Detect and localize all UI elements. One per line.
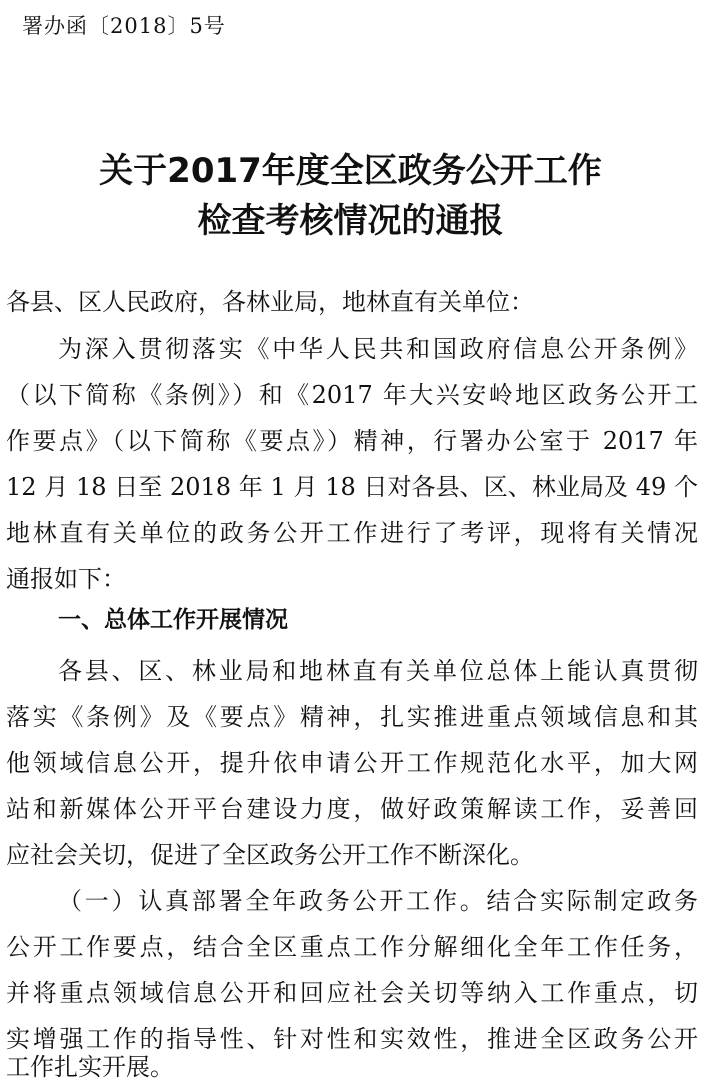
body-line: 站和新媒体公开平台建设力度，做好政策解读工作，妥善回 [6,795,698,823]
body-line: 为深入贯彻落实《中华人民共和国政府信息公开条例》 [58,335,698,363]
document-title-line-2: 检查考核情况的通报 [197,201,504,241]
body-line: 12 月 18 日至 2018 年 1 月 18 日对各县、区、林业局及 49 个 [6,473,698,501]
section-heading: 一、总体工作开展情况 [58,607,288,633]
salutation: 各县、区人民政府，各林业局，地林直有关单位： [6,288,534,316]
body-line: 作要点》（以下简称《要点》）精神，行署办公室于 2017 年 [6,427,698,455]
body-line: 实增强工作的指导性、针对性和实效性，推进全区政务公开 [6,1025,698,1053]
body-line: 他领域信息公开，提升依申请公开工作规范化水平，加大网 [6,749,698,777]
body-line: 通报如下： [6,565,126,593]
body-line: 公开工作要点，结合全区重点工作分解细化全年工作任务， [6,933,698,961]
body-line: 应社会关切，促进了全区政务公开工作不断深化。 [6,841,534,869]
body-line: 地林直有关单位的政务公开工作进行了考评，现将有关情况 [6,519,698,547]
body-line: 落实《条例》及《要点》精神，扎实推进重点领域信息和其 [6,703,698,731]
body-line: （以下简称《条例》）和《2017 年大兴安岭地区政务公开工 [6,381,698,409]
body-line: 各县、区、林业局和地林直有关单位总体上能认真贯彻 [58,657,698,685]
body-line: 工作扎实开展。 [6,1053,174,1081]
body-line: 并将重点领域信息公开和回应社会关切等纳入工作重点，切 [6,979,698,1007]
document-title-line-1: 关于2017年度全区政务公开工作 [99,151,602,191]
body-line: （一）认真部署全年政务公开工作。结合实际制定政务 [58,887,698,915]
document-number: 署办函〔2018〕5号 [22,14,226,38]
